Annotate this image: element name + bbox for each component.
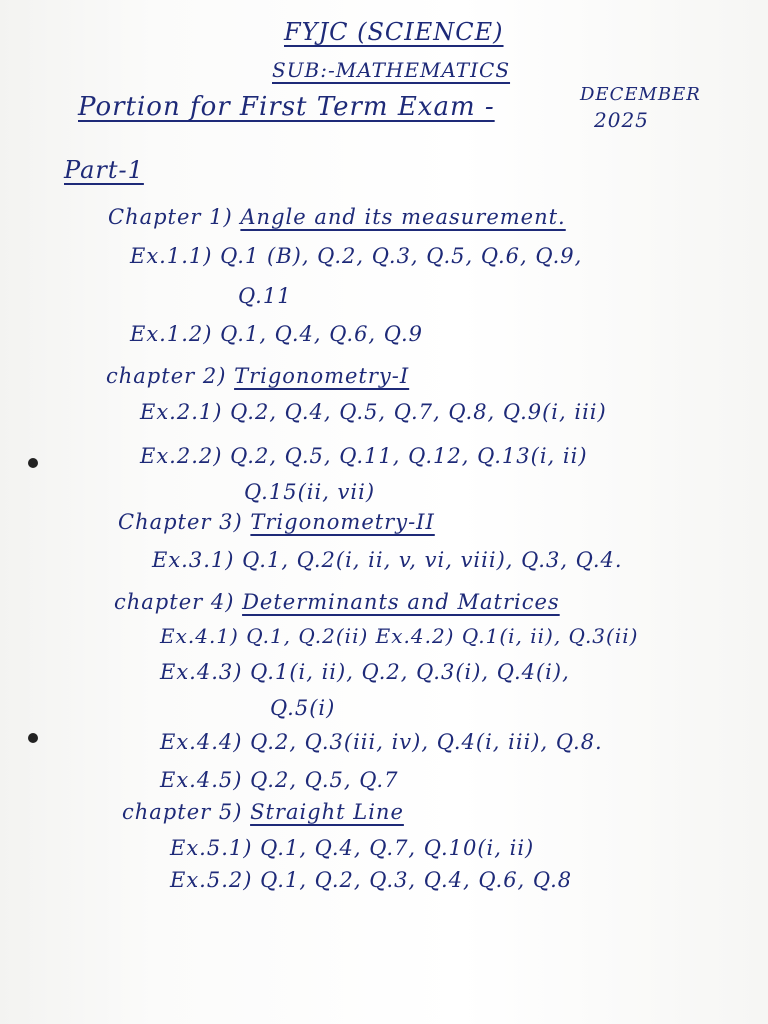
exercise-line: Ex.4.1) Q.1, Q.2(ii) Ex.4.2) Q.1(i, ii), Q.3(ii) [160,624,639,648]
chapter-title: Determinants and Matrices [242,590,560,614]
binder-hole [28,733,38,743]
exercise-line: Ex.5.1) Q.1, Q.4, Q.7, Q.10(i, ii) [170,836,535,860]
chapter-5-heading [122,800,404,824]
exercise-continuation: Q.11 [238,284,292,308]
exam-month: DECEMBER [580,84,701,105]
chapter-number: chapter 2) [106,364,227,388]
chapter-number: chapter 5) [122,800,243,824]
exercise-line: Ex.4.4) Q.2, Q.3(iii, iv), Q.4(i, iii), Q.8. [160,730,603,754]
exercise-line: Ex.1.2) Q.1, Q.4, Q.6, Q.9 [130,322,423,346]
class-title: FYJC (SCIENCE) [284,18,504,46]
chapter-number: Chapter 3) [118,510,243,534]
exercise-line: Ex.1.1) Q.1 (B), Q.2, Q.3, Q.5, Q.6, Q.9, [130,244,583,268]
exercise-line: Ex.3.1) Q.1, Q.2(i, ii, v, vi, viii), Q.3, Q.4. [152,548,623,572]
chapter-1-heading [108,205,566,229]
chapter-3-heading [118,510,435,534]
exercise-line: Ex.4.5) Q.2, Q.5, Q.7 [160,768,399,792]
chapter-title: Straight Line [250,800,404,824]
exercise-line: Ex.2.1) Q.2, Q.4, Q.5, Q.7, Q.8, Q.9(i, iii) [140,400,607,424]
chapter-title: Angle and its measurement. [240,205,566,229]
chapter-number: Chapter 1) [108,205,233,229]
part-heading: Part-1 [64,156,144,184]
exercise-continuation: Q.15(ii, vii) [244,480,376,504]
chapter-title: Trigonometry-I [234,364,410,388]
exercise-line: Ex.2.2) Q.2, Q.5, Q.11, Q.12, Q.13(i, ii) [140,444,588,468]
subject-title: SUB:-MATHEMATICS [272,58,511,82]
chapter-title: Trigonometry-II [250,510,435,534]
chapter-number: chapter 4) [114,590,235,614]
exercise-line: Ex.4.3) Q.1(i, ii), Q.2, Q.3(i), Q.4(i), [160,660,570,684]
chapter-4-heading [114,590,560,614]
portion-title: Portion for First Term Exam - [78,92,495,122]
exercise-line: Ex.5.2) Q.1, Q.2, Q.3, Q.4, Q.6, Q.8 [170,868,573,892]
binder-hole [28,458,38,468]
exercise-continuation: Q.5(i) [270,696,336,720]
chapter-2-heading [106,364,409,388]
exam-year: 2025 [594,108,649,132]
